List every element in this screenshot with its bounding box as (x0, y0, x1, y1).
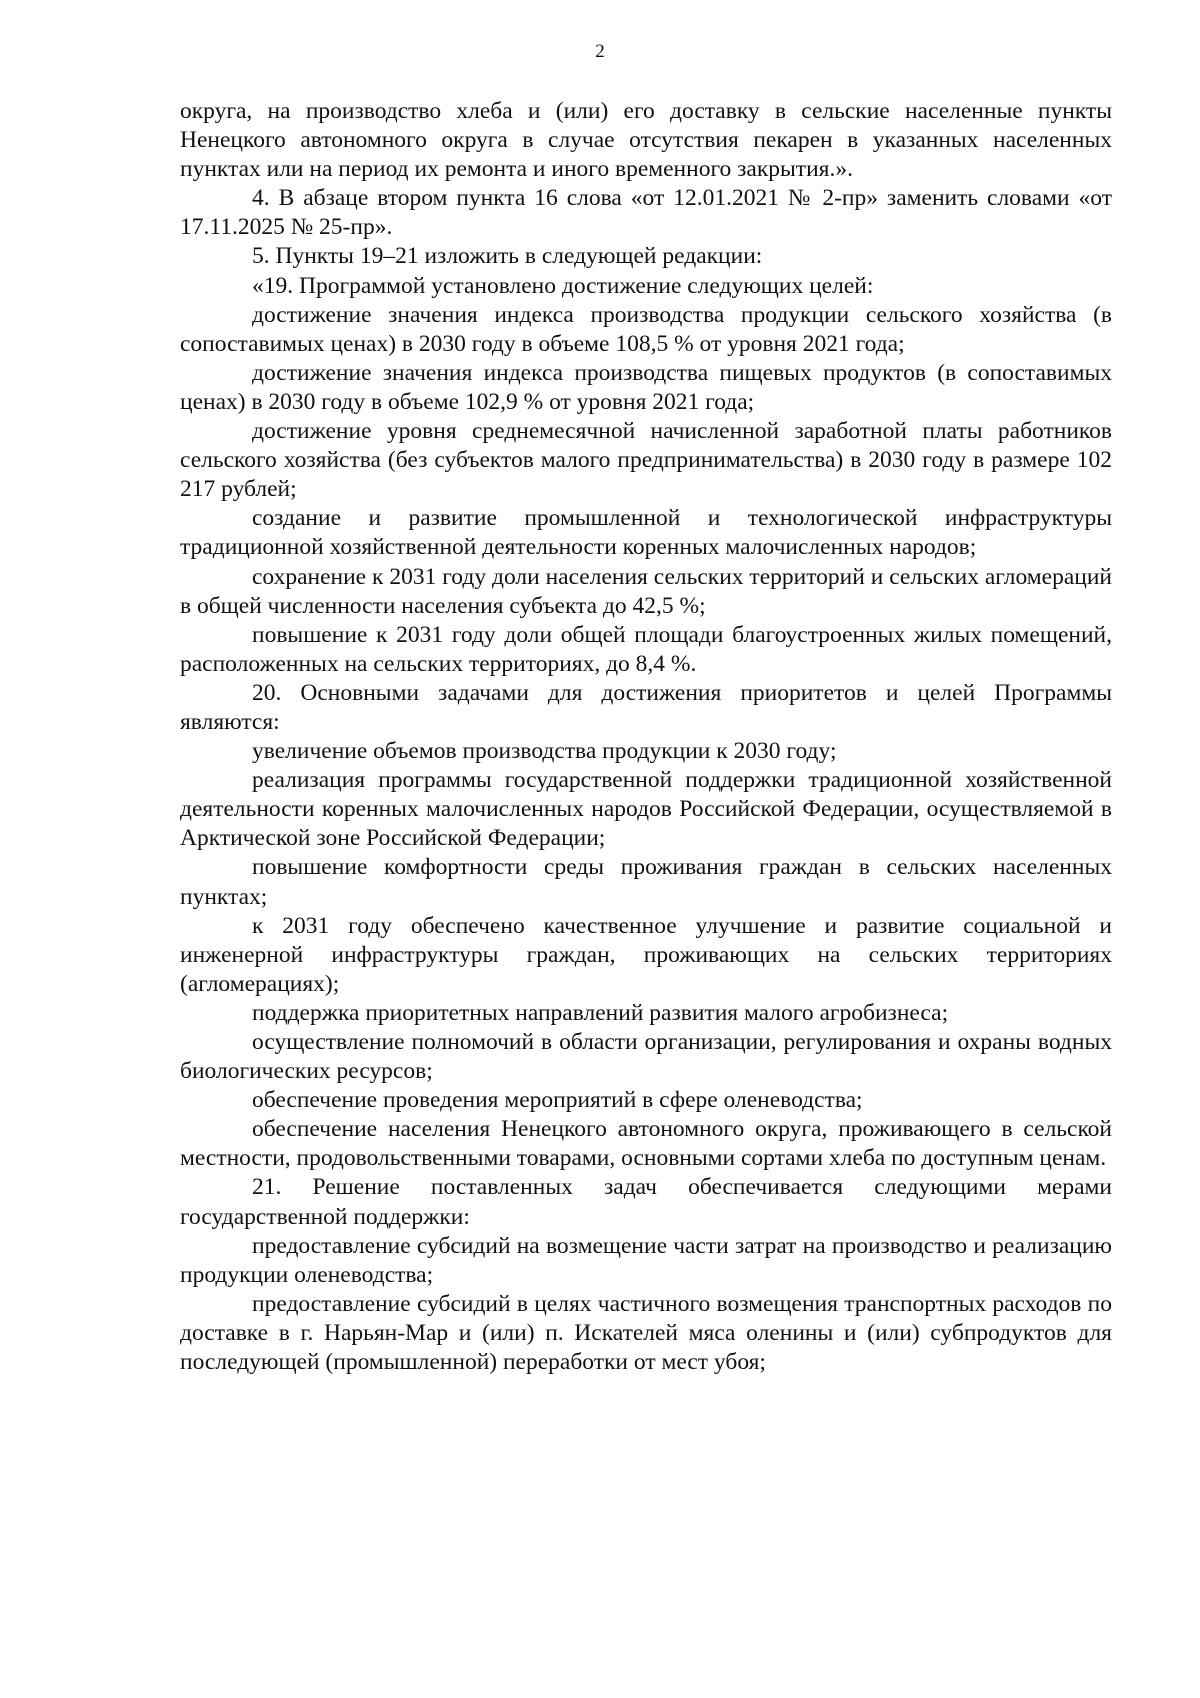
paragraph: увеличение объемов производства продукции к 2030 году; (252, 738, 837, 765)
paragraph: предоставление субсидий в целях частичного возмещения транспортных расходов по доставке в г. Нарьян-Мар и (или) п. Искателей мяса оленины и (или) субпродуктов для последующей (промышленной) переработки от мест убоя; (180, 1290, 1112, 1376)
paragraph: обеспечение проведения мероприятий в сфере оленеводства; (252, 1087, 863, 1114)
paragraph: предоставление субсидий на возмещение части затрат на производство и реализацию продукции оленеводства; (180, 1232, 1112, 1288)
paragraph: 5. Пункты 19–21 изложить в следующей редакции: (252, 243, 763, 270)
paragraph: сохранение к 2031 году доли населения сельских территорий и сельских агломераций в общей численности населения субъекта до 42,5 %; (180, 563, 1112, 619)
paragraph: «19. Программой установлено достижение следующих целей: (252, 272, 874, 299)
paragraph: поддержка приоритетных направлений развития малого агробизнеса; (252, 999, 949, 1026)
paragraph: повышение комфортности среды проживания граждан в сельских населенных пунктах; (180, 854, 1112, 910)
paragraph: реализация программы государственной поддержки традиционной хозяйственной деятельности коренных малочисленных народов Российской Федерации, осуществляемой в Арктической зоне Российской Федерации; (180, 767, 1112, 852)
paragraph: 20. Основными задачами для достижения приоритетов и целей Программы являются: (180, 679, 1112, 735)
paragraph: обеспечение населения Ненецкого автономного округа, проживающего в сельской местности, продовольственными товарами, основными сортами хлеба по доступным ценам. (180, 1116, 1112, 1172)
paragraph: достижение уровня среднемесячной начисленной заработной платы работников сельского хозяйства (без субъектов малого предпринимательства) в 2030 году в размере 102 217 рублей; (180, 418, 1112, 503)
page-number: 2 (595, 41, 605, 62)
paragraph: к 2031 году обеспечено качественное улучшение и развитие социальной и инженерной инфраструктуры граждан, проживающих на сельских территориях (агломерациях); (180, 912, 1112, 997)
paragraph: достижение значения индекса производства пищевых продуктов (в сопоставимых ценах) в 2030 году в объеме 102,9 % от уровня 2021 года; (180, 359, 1112, 415)
document-body (180, 97, 1112, 1377)
paragraph: создание и развитие промышленной и технологической инфраструктуры традиционной хозяйственной деятельности коренных малочисленных народов; (180, 505, 1112, 561)
paragraph: округа, на производство хлеба и (или) его доставку в сельские населенные пункты Ненецкого автономного округа в случае отсутствия пекарен в указанных населенных пунктах или на период их ремонта и иного временного закрытия.». (180, 98, 1112, 183)
paragraph: 21. Решение поставленных задач обеспечивается следующими мерами государственной поддержки: (180, 1174, 1112, 1230)
paragraph: 4. В абзаце втором пункта 16 слова «от 12.01.2021 № 2-пр» заменить словами «от 17.11.2025 № 25-пр». (180, 185, 1112, 241)
paragraph: достижение значения индекса производства продукции сельского хозяйства (в сопоставимых ценах) в 2030 году в объеме 108,5 % от уровня 2021 года; (180, 301, 1112, 357)
paragraph: повышение к 2031 году доли общей площади благоустроенных жилых помещений, расположенных на сельских территориях, до 8,4 %. (180, 621, 1112, 677)
paragraph: осуществление полномочий в области организации, регулирования и охраны водных биологических ресурсов; (180, 1029, 1112, 1085)
